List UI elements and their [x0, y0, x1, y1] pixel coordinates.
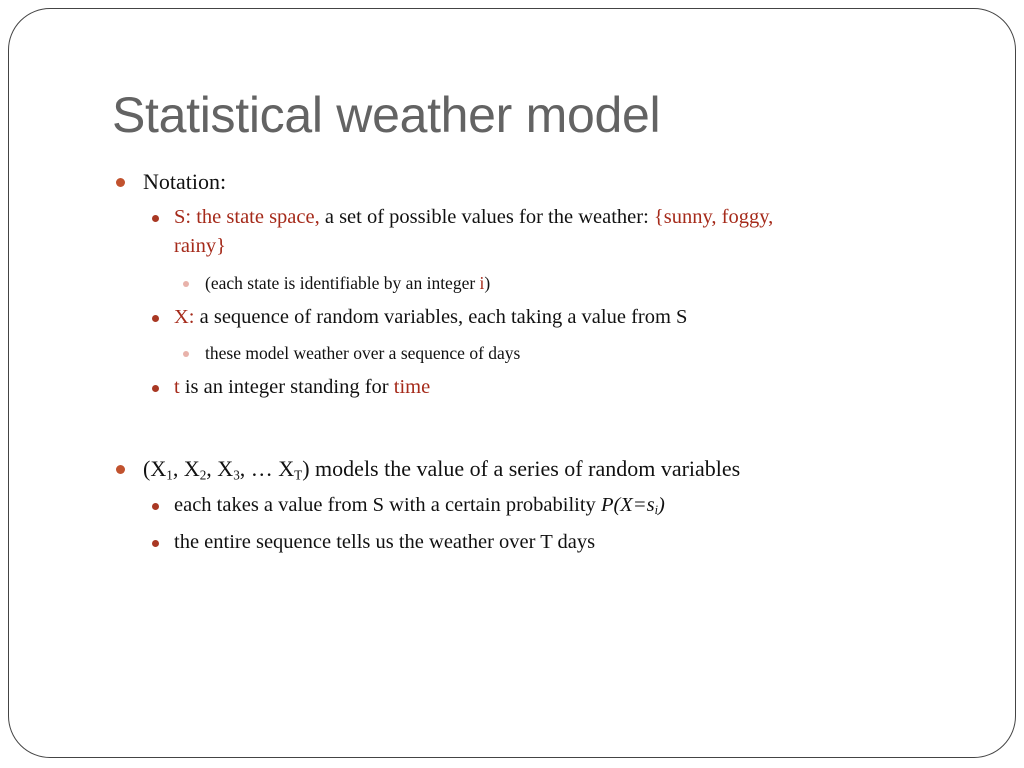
- state-space-label: S: the state space,: [174, 206, 320, 228]
- t-rest: is an integer standing for: [184, 376, 389, 398]
- x-label: X:: [174, 306, 195, 328]
- notation-text: Notation:: [143, 169, 227, 194]
- series-rest: ) models the value of a series of random variables: [302, 456, 741, 481]
- state-values-line2: rainy}: [174, 235, 226, 257]
- bullet-model-weather: [205, 343, 520, 364]
- bullet-state-space: [174, 206, 773, 229]
- x-rest: a sequence of random variables, each taking a value from S: [199, 306, 688, 328]
- series-open: (X: [143, 456, 167, 481]
- entire-sequence-text: the entire sequence tells us the weather over T days: [174, 531, 596, 553]
- bullet-x-sequence: [174, 306, 687, 329]
- bullet-series: [143, 456, 740, 482]
- bullet-t-time: [174, 376, 430, 399]
- bullet-dot: [152, 215, 159, 222]
- identifiable-suffix: ): [484, 273, 491, 293]
- bullet-each-takes: [174, 494, 665, 517]
- series-sub2: 2: [199, 467, 207, 483]
- bullet-dot: [116, 465, 125, 474]
- state-values-line1: {sunny, foggy,: [653, 206, 774, 228]
- bullet-dot: [152, 503, 159, 510]
- prob-sub: i: [654, 503, 659, 518]
- model-weather-text: these model weather over a sequence of days: [205, 343, 521, 363]
- each-takes-text: each takes a value from S with a certain probability: [174, 494, 596, 516]
- bullet-dot: [152, 385, 159, 392]
- bullet-dot: [152, 315, 159, 322]
- slide-title: Statistical weather model: [112, 87, 661, 143]
- bullet-dot: [116, 178, 125, 187]
- series-comma2: , X: [206, 456, 234, 481]
- series-sub1: 1: [166, 467, 173, 483]
- t-time: time: [393, 376, 431, 398]
- bullet-notation: [143, 169, 226, 195]
- identifiable-prefix: (each state is identifiable by an integer: [205, 273, 476, 293]
- bullet-dot: [183, 281, 189, 287]
- prob-expression: [601, 494, 665, 516]
- bullet-dot: [152, 540, 159, 547]
- series-sub3: 3: [233, 467, 240, 483]
- prob-expr: P(X=s: [600, 494, 655, 516]
- bullet-entire-sequence: [174, 531, 595, 554]
- t-label: t: [174, 376, 180, 398]
- series-comma1: , X: [172, 456, 200, 481]
- bullet-dot: [183, 351, 189, 357]
- series-subT: T: [294, 467, 303, 483]
- bullet-identifiable: [205, 273, 490, 294]
- state-space-rest: a set of possible values for the weather:: [324, 206, 649, 228]
- prob-close: ): [658, 494, 665, 516]
- series-ellipsis: , … X: [239, 456, 295, 481]
- identifiable-var: i: [479, 273, 485, 293]
